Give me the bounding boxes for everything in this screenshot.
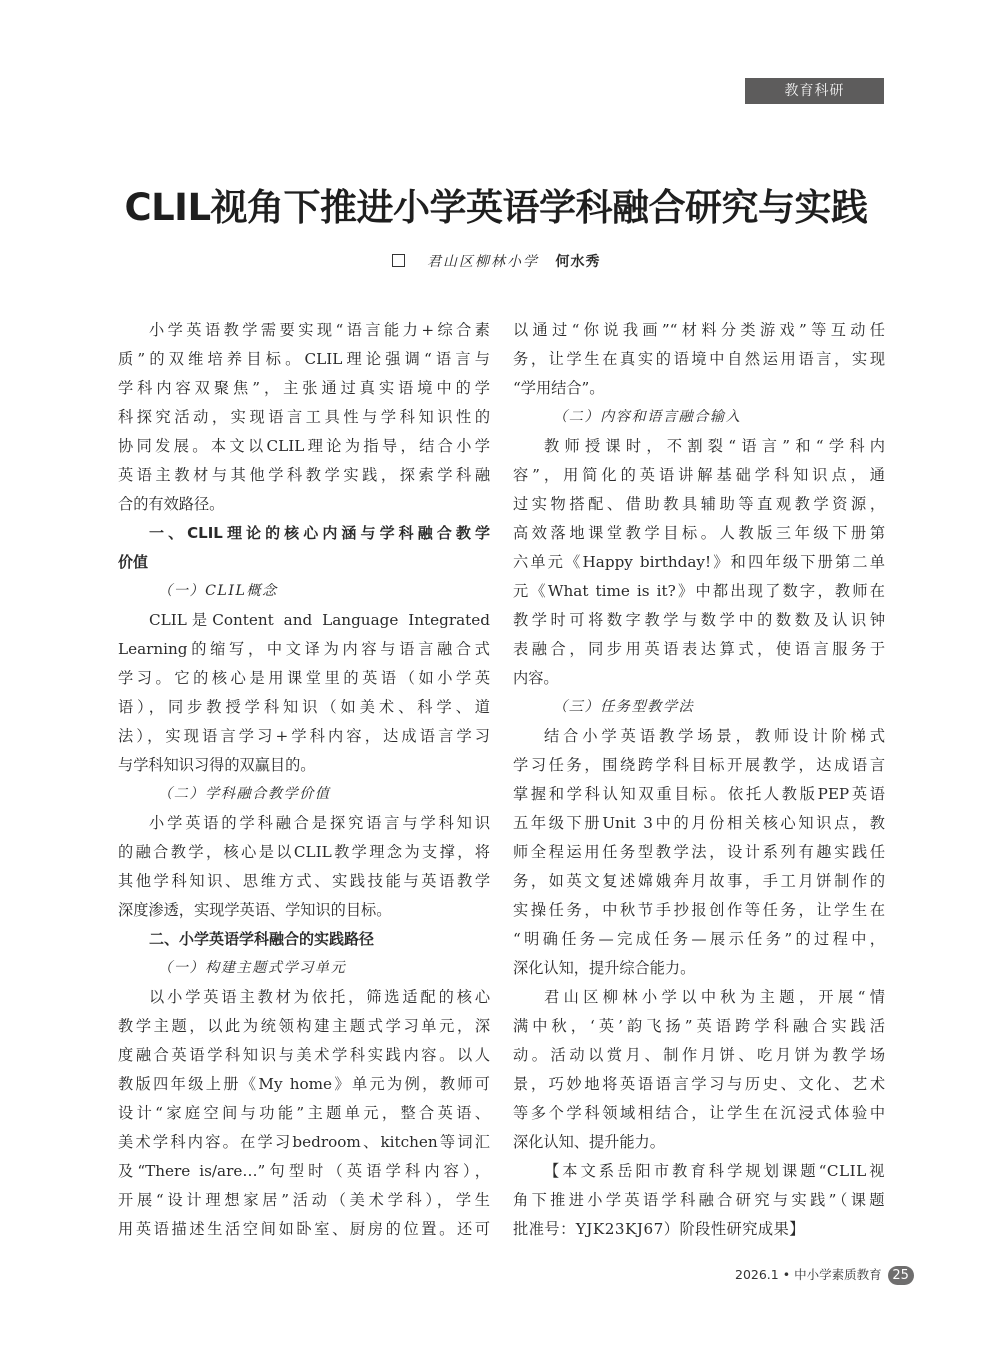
footer-separator: • [782, 1267, 791, 1282]
right-column [513, 316, 885, 1244]
text-line: 内容。 [513, 669, 559, 687]
byline [0, 251, 992, 271]
text-line: 协同发展。本文以CLIL理论为指导，结合小学 [118, 437, 490, 455]
section-tag: 教育科研 [745, 78, 884, 104]
text-line: 满中秋，‘英’韵飞扬”英语跨学科融合实践活 [513, 1017, 885, 1035]
page-footer [735, 1265, 914, 1285]
page-number: 25 [888, 1266, 914, 1285]
text-line: 动。活动以赏月、制作月饼、吃月饼为教学场 [513, 1046, 885, 1064]
text-line: 小学英语的学科融合是探究语言与学科知识 [149, 814, 490, 832]
text-line: 与学科知识习得的双赢目的。 [118, 756, 316, 774]
text-line: 君山区柳林小学以中秋为主题，开展“情 [544, 988, 885, 1006]
text-line: 等多个学科领域相结合，让学生在沉浸式体验中 [513, 1104, 885, 1122]
author-name: 何水秀 [555, 254, 601, 270]
text-line: 务，让学生在真实的语境中自然运用语言，实现 [513, 350, 885, 368]
text-line: 学习任务，围绕跨学科目标开展教学，达成语言 [513, 756, 885, 774]
text-line: 表融合，同步用英语表达算式，使语言服务于 [513, 640, 885, 658]
funding-note-line: 批准号：YJK23KJ67）阶段性研究成果】 [513, 1220, 805, 1238]
text-line: 高效落地课堂教学目标。人教版三年级下册第 [513, 524, 885, 542]
text-line: 景，巧妙地将英语语言学习与历史、文化、艺术 [513, 1075, 885, 1093]
text-line: 六单元《Happy birthday!》和四年级下册第二单 [513, 553, 885, 571]
text-line: 教学主题，以此为统领构建主题式学习单元，深 [118, 1017, 490, 1035]
text-line: 质”的双维培养目标。CLIL理论强调“语言与 [118, 350, 490, 368]
article-title: CLIL视角下推进小学英语学科融合研究与实践 [124, 186, 868, 229]
text-line: 合的有效路径。 [118, 495, 225, 513]
text-line: 度融合英语学科知识与美术学科实践内容。以人 [118, 1046, 490, 1064]
text-line: 语），同步教授学科知识（如美术、科学、道 [118, 698, 490, 716]
text-line: 五年级下册Unit 3中的月份相关核心知识点，教 [513, 814, 885, 832]
byline-marker-icon [392, 254, 405, 267]
text-line: 结合小学英语教学场景，教师设计阶梯式 [544, 727, 885, 745]
text-line: 教师授课时，不割裂“语言”和“学科内 [544, 437, 885, 455]
text-line: 英语主教材与其他学科教学实践，探索学科融 [118, 466, 490, 484]
text-line: 其他学科知识、思维方式、实践技能与英语教学 [118, 872, 490, 890]
text-line: CLIL是Content and Language Integrated [149, 611, 490, 629]
journal-name: 中小学素质教育 [794, 1267, 882, 1282]
text-line: “学用结合”。 [513, 379, 605, 397]
subsection-heading: （二）内容和语言融合输入 [553, 409, 742, 425]
text-line: 深化认知，提升综合能力。 [513, 959, 696, 977]
text-line: 用英语描述生活空间如卧室、厨房的位置。还可 [118, 1220, 490, 1238]
subsection-heading: （二）学科融合教学价值 [158, 786, 331, 802]
text-line: 教学时可将数字教学与数学中的数数及认识钟 [513, 611, 885, 629]
text-line: 学习。它的核心是用课堂里的英语（如小学英 [118, 669, 490, 687]
funding-note-line: 【本文系岳阳市教育科学规划课题“CLIL视 [544, 1162, 885, 1180]
subsection-heading: （一）构建主题式学习单元 [158, 960, 347, 976]
subsection-heading: （三）任务型教学法 [553, 699, 695, 715]
text-line: 及“There is/are…”句型时（英语学科内容）， [118, 1162, 490, 1180]
text-line: 元《What time is it?》中都出现了数字，教师在 [513, 582, 885, 600]
issue-number: 2026.1 [735, 1267, 779, 1282]
text-line: 学科内容双聚焦”，主张通过真实语境中的学 [118, 379, 490, 397]
text-line: 美术学科内容。在学习bedroom、kitchen等词汇 [118, 1133, 490, 1151]
text-line: 深化认知、提升能力。 [513, 1133, 665, 1151]
subsection-heading: （一）CLIL概念 [158, 583, 278, 599]
text-line: 开展“设计理想家居”活动（美术学科），学生 [118, 1191, 490, 1209]
text-line: 小学英语教学需要实现“语言能力+综合素 [149, 321, 490, 339]
text-line: 的融合教学，核心是以CLIL教学理念为支撑，将 [118, 843, 490, 861]
text-line: 容”，用简化的英语讲解基础学科知识点，通 [513, 466, 885, 484]
section-heading: 一、CLIL理论的核心内涵与学科融合教学 [149, 524, 490, 542]
text-line: 过实物搭配、借助教具辅助等直观教学资源， [513, 495, 885, 513]
text-line: 法），实现语言学习+学科内容，达成语言学习 [118, 727, 490, 745]
text-line: 以小学英语主教材为依托，筛选适配的核心 [149, 988, 490, 1006]
text-line: 深度渗透，实现学英语、学知识的目标。 [118, 901, 392, 919]
left-column [118, 316, 490, 1244]
section-heading: 价值 [118, 553, 149, 571]
text-line: 教版四年级上册《My home》单元为例，教师可 [118, 1075, 490, 1093]
author-affiliation: 君山区柳林小学 [427, 254, 539, 270]
text-line: 设计“家庭空间与功能”主题单元，整合英语、 [118, 1104, 490, 1122]
text-line: 实操任务，中秋节手抄报创作等任务，让学生在 [513, 901, 885, 919]
text-line: 务，如英文复述嫦娥奔月故事，手工月饼制作的 [513, 872, 885, 890]
text-line: “明确任务—完成任务—展示任务”的过程中， [513, 930, 885, 948]
text-line: 掌握和学科认知双重目标。依托人教版PEP英语 [513, 785, 885, 803]
text-line: 师全程运用任务型教学法，设计系列有趣实践任 [513, 843, 885, 861]
section-heading: 二、小学英语学科融合的实践路径 [149, 930, 375, 948]
funding-note-line: 角下推进小学英语学科融合研究与实践”（课题 [513, 1191, 885, 1209]
text-line: 以通过“你说我画”“材料分类游戏”等互动任 [513, 321, 885, 339]
text-line: Learning的缩写，中文译为内容与语言融合式 [118, 640, 490, 658]
text-line: 科探究活动，实现语言工具性与学科知识性的 [118, 408, 490, 426]
